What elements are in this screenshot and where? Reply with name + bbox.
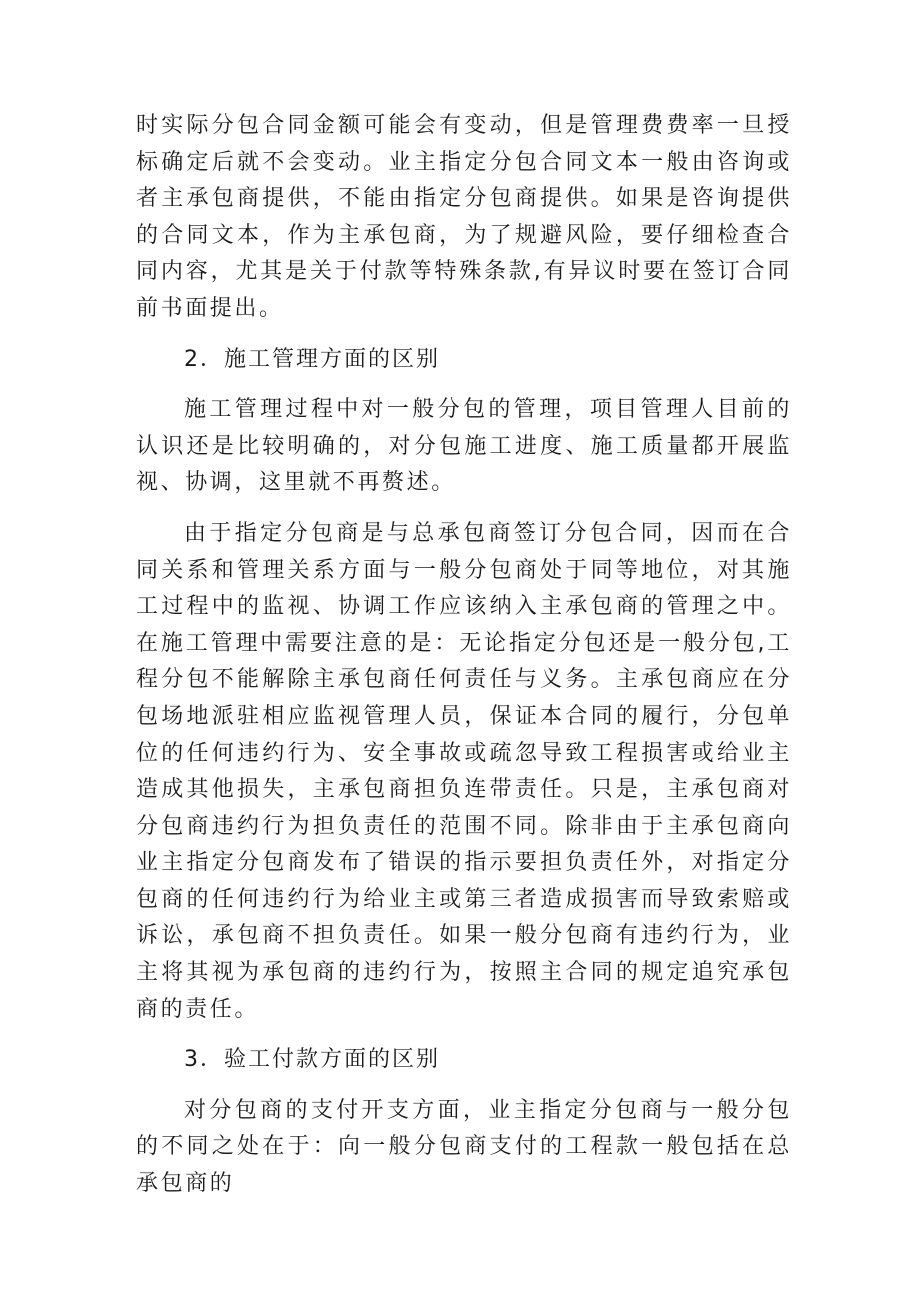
paragraph-general-subcontract-management: 施工管理过程中对一般分包的管理，项目管理人目前的认识还是比较明确的，对分包施工进度、施工质量都开展监视、协调，这里就不再赘述。 bbox=[136, 397, 792, 496]
section-heading-inspection-payment: 3．验工付款方面的区别 bbox=[184, 1047, 440, 1073]
paragraph-designated-subcontractor-responsibility: 由于指定分包商是与总承包商签订分包合同，因而在合同关系和管理关系方面与一般分包商处于同等地位，对其施工过程中的监视、协调工作应该纳入主承包商的管理之中。在施工管理中需要注意的是：无论指定分包还是一般分包,工程分包不能解除主承包商任何责任与义务。主承包商应在分包场地派驻相应监视管理人员，保证本合同的履行，分包单位的任何违约行为、安全事故或疏忽导致工程损害或给业主造成其他损失，主承包商担负连带责任。只是，主承包商对分包商违约行为担负责任的范围不同。除非由于主承包商向业主指定分包商发布了错误的指示要担负责任外，对指定分包商的任何违约行为给业主或第三者造成损害而导致索赔或诉讼，承包商不担负责任。如果一般分包商有违约行为，业主将其视为承包商的违约行为，按照主合同的规定追究承包商的责任。 bbox=[136, 520, 792, 1022]
paragraph-contract-text: 时实际分包合同金额可能会有变动，但是管理费费率一旦授标确定后就不会变动。业主指定分包合同文本一般由咨询或者主承包商提供，不能由指定分包商提供。如果是咨询提供的合同文本，作为主承包商，为了规避风险，要仔细检查合同内容，尤其是关于付款等特殊条款,有异议时要在签订合同前书面提出。 bbox=[136, 113, 792, 321]
paragraph-payment-differences: 对分包商的支付开支方面，业主指定分包商与一般分包的不同之处在于：向一般分包商支付的工程款一般包括在总承包商的 bbox=[136, 1097, 792, 1197]
document-page bbox=[136, 108, 792, 1203]
section-heading-construction-management: 2．施工管理方面的区别 bbox=[184, 346, 440, 372]
